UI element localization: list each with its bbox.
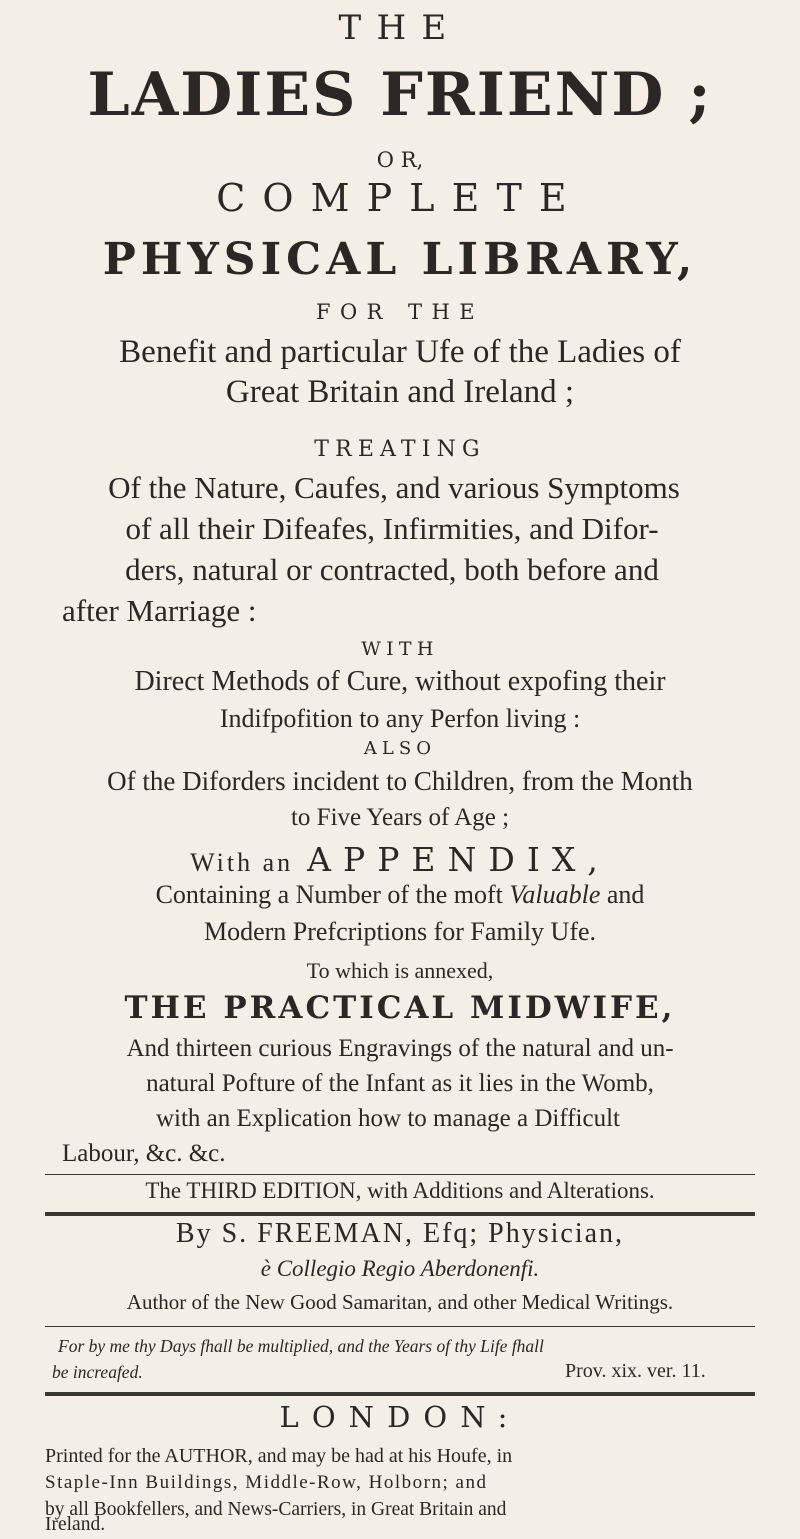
epigraph-line-1: For by me thy Days fhall be multiplied, and the Years of thy Life fhall [58, 1336, 544, 1356]
benefit-line-2: Great Britain and Ireland ; [225, 374, 575, 410]
or-line: O R, [376, 148, 424, 172]
with-line: Direct Methods of Cure, without expofing their [134, 666, 666, 697]
also-heading: ALSO [363, 738, 437, 759]
treating-line: of all their Difeafes, Infirmities, and Difor- [125, 511, 659, 546]
the-heading: THE [338, 8, 462, 48]
main-title: LADIES FRIEND ; [87, 60, 713, 130]
annexed-line: Labour, &c. &c. [62, 1140, 226, 1167]
epigraph-line-2: be increafed. [52, 1362, 143, 1382]
annexed-intro: To which is annexed, [306, 958, 494, 983]
annexed-line: natural Pofture of the Infant as it lies in the Womb, [146, 1070, 654, 1097]
for-the-line: FOR THE [315, 300, 485, 324]
author-line: By S. FREEMAN, Efq; Physician, [175, 1218, 625, 1249]
edition-line: The THIRD EDITION, with Additions and Alterations. [145, 1178, 655, 1203]
benefit-line-1: Benefit and particular Ufe of the Ladies of [119, 334, 681, 370]
annexed-line: with an Explication how to manage a Difficult [155, 1105, 620, 1132]
appendix-modern: Modern Prefcriptions for Family Ufe. [203, 917, 597, 946]
complete-line: COMPLETE [216, 176, 584, 220]
works-line: Author of the New Good Samaritan, and other Medical Writings. [126, 1290, 674, 1314]
with-an-text: With an [190, 848, 294, 877]
college-line: è Collegio Regio Aberdonenfi. [260, 1256, 540, 1281]
appendix-line [0, 840, 800, 879]
treating-line: ders, natural or contracted, both before and [125, 552, 659, 587]
library-line: PHYSICAL LIBRARY, [102, 234, 698, 285]
rule-above-edition [45, 1174, 755, 1175]
treating-line: Of the Nature, Caufes, and various Symptoms [108, 470, 680, 505]
treating-line: after Marriage : [62, 593, 257, 628]
appendix-word: APPENDIX, [307, 840, 610, 879]
imprint-line: Ireland. [45, 1514, 106, 1535]
epigraph-citation: Prov. xix. ver. 11. [565, 1360, 706, 1382]
imprint-line: Printed for the AUTHOR, and may be had at his Houfe, in [45, 1445, 513, 1467]
also-line: to Five Years of Age ; [290, 804, 510, 831]
rule-above-epigraph [45, 1326, 755, 1327]
imprint-line: Staple-Inn Buildings, Middle-Row, Holborn; and [45, 1472, 488, 1493]
annexed-line: And thirteen curious Engravings of the natural and un- [126, 1035, 674, 1062]
appendix-containing: Containing a Number of the moft Valuable and [155, 880, 645, 909]
also-line: Of the Diforders incident to Children, from the Month [107, 766, 693, 796]
imprint-line: by all Bookfellers, and News-Carriers, in Great Britain and [45, 1499, 507, 1520]
london-line: LONDON: [279, 1400, 521, 1434]
with-heading: WITH [361, 638, 439, 660]
rule-below-edition [45, 1212, 755, 1216]
rule-above-imprint [45, 1392, 755, 1396]
treating-heading: TREATING [314, 437, 486, 462]
midwife-heading: THE PRACTICAL MIDWIFE, [124, 990, 676, 1026]
with-line: Indifpofition to any Perfon living : [219, 704, 581, 733]
